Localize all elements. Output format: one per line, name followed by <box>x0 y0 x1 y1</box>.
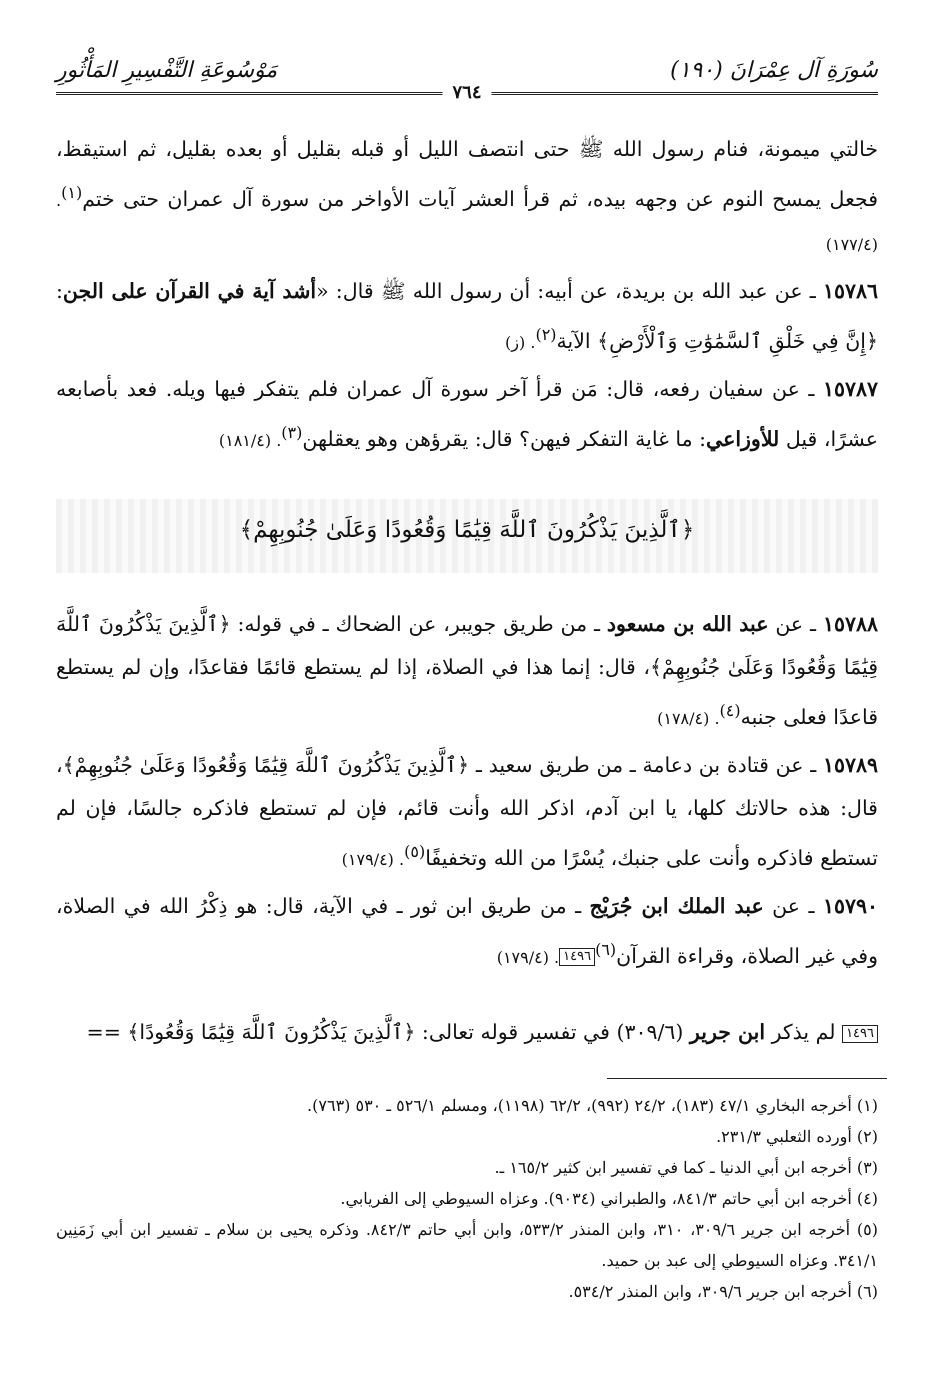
paragraph-continuation <box>56 128 878 266</box>
footnote-marker: (٢) <box>535 324 557 344</box>
page-body <box>56 128 878 983</box>
note-bold-text: ابن جرير <box>689 1020 766 1044</box>
hadith-text-cont: ـ من طريق جويبر، عن الضحاك ـ في قوله: ﴿ٱلَّذِينَ يَذْكُرُونَ ٱللَّهَ قِيَٰمًا وَقُعُودًا وَعَلَىٰ جُنُوبِهِمْ﴾، قال: إنما هذا في الصلاة، إذا لم يستطع قائمًا فقاعدًا، وإن لم يستطع قاعدًا فعلى جنبه <box>56 612 878 730</box>
footnote-6: (٦) أخرجه ابن جرير ٣٠٩/٦، وابن المنذر ٥٣٤/٢. <box>568 1282 878 1301</box>
hadith-number: ١٥٧٨٧ <box>822 376 878 401</box>
page-header <box>56 50 878 103</box>
hadith-text-cont: ـ من طريق ابن ثور ـ في الآية، قال: هو ذِكْرُ الله في الصلاة، وفي غير الصلاة، وقراءة القرآن <box>56 894 878 968</box>
editorial-note <box>56 1012 878 1052</box>
volume-reference: . (١٧٩/٤) <box>496 947 560 967</box>
note-number-box: ١٤٩٦ <box>842 1025 878 1043</box>
hadith-15786 <box>56 270 878 364</box>
hadith-text: ـ عن <box>763 894 823 919</box>
volume-reference: . (١٧٩/٤) <box>341 850 405 870</box>
hadith-text: ـ عن عبد الله بن بريدة، عن أبيه: أن رسول الله ﷺ قال: « <box>316 278 823 303</box>
paragraph-text: خالتي ميمونة، فنام رسول الله ﷺ حتى انتصف الليل أو قبله بقليل أو بعده بقليل، ثم استيقظ، فجعل يمسح النوم عن وجهه بيده، ثم قرأ العشر آيات الأواخر من سورة آل عمران حتى ختم <box>56 137 878 211</box>
footnote-marker: (١) <box>61 183 83 202</box>
hadith-text: ـ عن سفيان رفعه، قال: مَن قرأ آخر سورة آل عمران فلم يتفكر فيها ويله. فعد بأصابعه عشرًا، قيل <box>56 376 878 451</box>
hadith-number: ١٥٧٨٦ <box>822 278 878 303</box>
footnote-5: (٥) أخرجه ابن جرير ٣٠٩/٦، ٣١٠، وابن المنذر ٥٣٣/٢، وابن أبي حاتم ٨٤٢/٣. وذكره يحيى بن سلام ـ تفسير ابن أبي زَمَنِين ٣٤١/١. وعزاه السيوطي إلى عبد بن حميد. <box>56 1220 878 1270</box>
surah-title: سُورَةِ آل عِمْرَانَ (١٩٠) <box>670 58 878 83</box>
note-text: لم يذكر <box>765 1020 843 1044</box>
footnote-1: (١) أخرجه البخاري ٤٧/١ (١٨٣)، ٢٤/٢ (٩٩٢)، ٦٢/٢ (١١٩٨)، ومسلم ٥٢٦/١ ـ ٥٣٠ (٧٦٣). <box>307 1096 878 1115</box>
hadith-number: ١٥٧٩٠ <box>822 894 878 919</box>
footnotes <box>56 1090 878 1307</box>
ayah-text: ﴿ٱلَّذِينَ يَذْكُرُونَ ٱللَّهَ قِيَٰمًا وَقُعُودًا وَعَلَىٰ جُنُوبِهِمْ﴾ <box>239 517 695 544</box>
hadith-15790 <box>56 885 878 979</box>
hadith-15789 <box>56 744 878 881</box>
volume-reference: . (١٨١/٤) <box>218 430 282 450</box>
hadith-text: ـ عن قتادة بن دعامة ـ من طريق سعيد ـ ﴿ٱلَّذِينَ يَذْكُرُونَ ٱللَّهَ قِيَٰمًا وَقُعُودًا وَعَلَىٰ جُنُوبِهِمْ﴾، قال: هذه حالاتك كلها، يا ابن آدم، اذكر الله وأنت قائم، فإن لم تستطع فاذكره جالسًا، فإن لم تستطع فاذكره وأنت على جنبك، يُسْرًا من الله وتخفيفًا <box>56 753 878 871</box>
hadith-number: ١٥٧٨٩ <box>822 753 878 778</box>
footnote-2: (٢) أورده الثعلبي ٢٣١/٣. <box>716 1127 878 1146</box>
note-text-cont: (٣٠٩/٦) في تفسير قوله تعالى: ﴿ٱلَّذِينَ يَذْكُرُونَ ٱللَّهَ قِيَٰمًا وَقُعُودًا﴾ == <box>86 1020 690 1044</box>
hadith-bold-text: عبد الملك ابن جُرَيْج <box>589 894 764 919</box>
page-number: ٧٦٤ <box>442 82 491 103</box>
note-marker-box: ١٤٩٦ <box>559 948 595 966</box>
footnote-marker: (٦) <box>595 940 617 960</box>
footnote-marker: (٣) <box>281 422 303 442</box>
volume-reference: . (١٧٧/٤) <box>56 190 878 254</box>
footnote-marker: (٤) <box>719 701 741 721</box>
footnote-divider <box>607 1078 887 1079</box>
footnote-3: (٣) أخرجه ابن أبي الدنيا ـ كما في تفسير ابن كثير ١٦٥/٢ ـ. <box>494 1158 878 1177</box>
book-title: مَوْسُوعَةِ التَّفْسِيرِ المَأْثُورِ <box>56 58 278 83</box>
hadith-bold-text: للأوزاعي <box>706 426 780 451</box>
volume-reference: . (١٧٨/٤) <box>657 709 720 729</box>
hadith-text: ـ عن <box>768 612 823 637</box>
ayah-banner <box>56 499 878 573</box>
hadith-text-cont: : ما غاية التفكر فيهن؟ قال: يقرؤهن وهو يعقلهن <box>302 426 707 451</box>
footnote-4: (٤) أخرجه ابن أبي حاتم ٨٤١/٣، والطبراني (٩٠٣٤). وعزاه السيوطي إلى الفريابي. <box>340 1189 878 1208</box>
hadith-bold-text: عبد الله بن مسعود <box>606 612 769 637</box>
hadith-15787 <box>56 368 878 462</box>
hadith-15788 <box>56 603 878 740</box>
hadith-text-cont: : ﴿إِنَّ فِي خَلْقِ ٱلسَّمَٰوَٰتِ وَٱلْأَرْضِ﴾ الآية <box>56 278 878 353</box>
hadith-number: ١٥٧٨٨ <box>822 612 878 637</box>
footnote-marker: (٥) <box>404 842 426 862</box>
volume-reference: . (ز) <box>505 332 536 352</box>
hadith-bold-text: أشد آية في القرآن على الجن <box>62 278 317 303</box>
